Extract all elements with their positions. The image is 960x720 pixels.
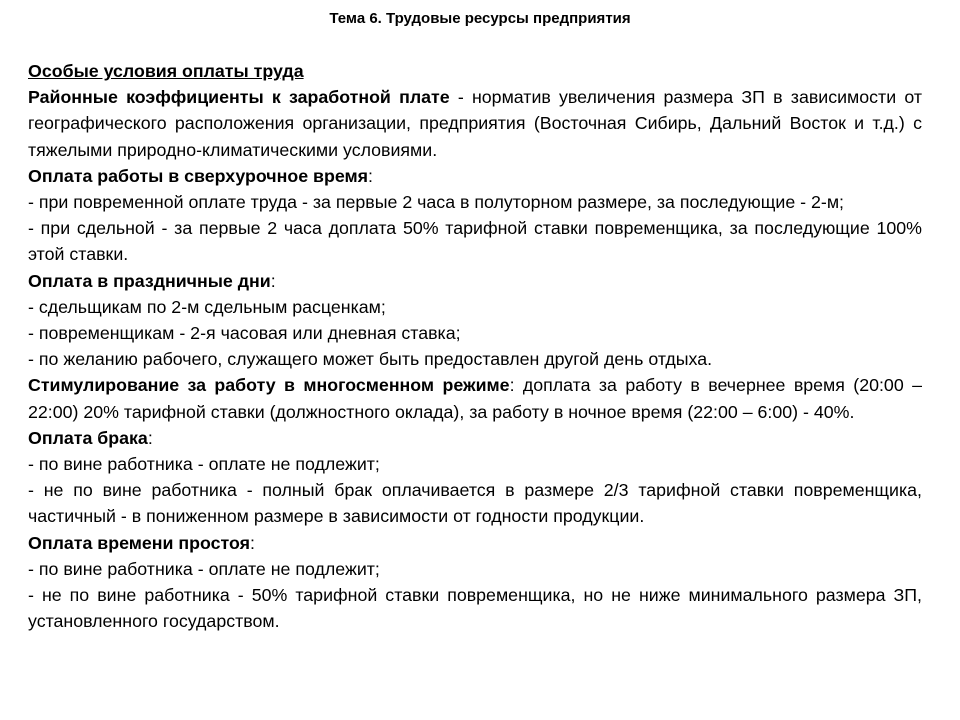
overtime-heading <box>28 163 922 189</box>
defects-term: Оплата брака <box>28 427 148 448</box>
downtime-item: - не по вине работника - 50% тарифной ставки повременщика, но не ниже минимального размера ЗП, установленного государством. <box>28 585 922 632</box>
defects-heading <box>28 425 922 451</box>
multishift-term: Стимулирование за работу в многосменном режиме <box>28 375 510 396</box>
slide-content <box>28 58 922 634</box>
holidays-item: - по желанию рабочего, служащего может быть предоставлен другой день отдыха. <box>28 349 713 370</box>
defects-colon: : <box>147 427 153 448</box>
overtime-term: Оплата работы в сверхурочное время <box>28 165 369 186</box>
regional-coefficients-term: Районные коэффициенты к заработной плате <box>28 87 450 108</box>
overtime-colon: : <box>368 165 373 186</box>
downtime-colon: : <box>250 532 255 553</box>
defects-item: - не по вине работника - полный брак оплачивается в размере 2/3 тарифной ставки повременщика, частичный - в пониженном размере в зависимости от годности продукции. <box>28 480 922 527</box>
slide-title: Тема 6. Трудовые ресурсы предприятия <box>329 10 631 27</box>
holidays-heading <box>28 268 922 294</box>
downtime-heading <box>28 530 922 556</box>
holidays-term: Оплата в праздничные дни <box>28 270 271 291</box>
downtime-item: - по вине работника - оплате не подлежит; <box>28 558 380 579</box>
multishift-paragraph <box>28 372 922 424</box>
holidays-item: - повременщикам - 2-я часовая или дневная ставка; <box>28 323 461 344</box>
section-heading: Особые условия оплаты труда <box>28 61 304 81</box>
regional-coefficients-paragraph <box>28 84 922 163</box>
overtime-item: - при повременной оплате труда - за первые 2 часа в полуторном размере, за последующие - 2-м; <box>28 192 844 213</box>
defects-item: - по вине работника - оплате не подлежит; <box>28 454 380 475</box>
holidays-colon: : <box>270 270 276 291</box>
downtime-term: Оплата времени простоя <box>28 532 250 553</box>
multishift-text: : доплата за работу в вечернее время (20:00 – 22:00) 20% тарифной ставки (должностного оклада), за работу в ночное время (22:00 – 6:00) - 40%. <box>28 375 922 422</box>
overtime-item: - при сдельной - за первые 2 часа доплата 50% тарифной ставки повременщика, за последующие 100% этой ставки. <box>28 218 922 265</box>
holidays-item: - сдельщикам по 2-м сдельным расценкам; <box>28 296 386 317</box>
regional-coefficients-text: - норматив увеличения размера ЗП в зависимости от географического расположения организации, предприятия (Восточная Сибирь, Дальний Восток и т.д.) с тяжелыми природно-климатическими условиями. <box>28 87 922 160</box>
